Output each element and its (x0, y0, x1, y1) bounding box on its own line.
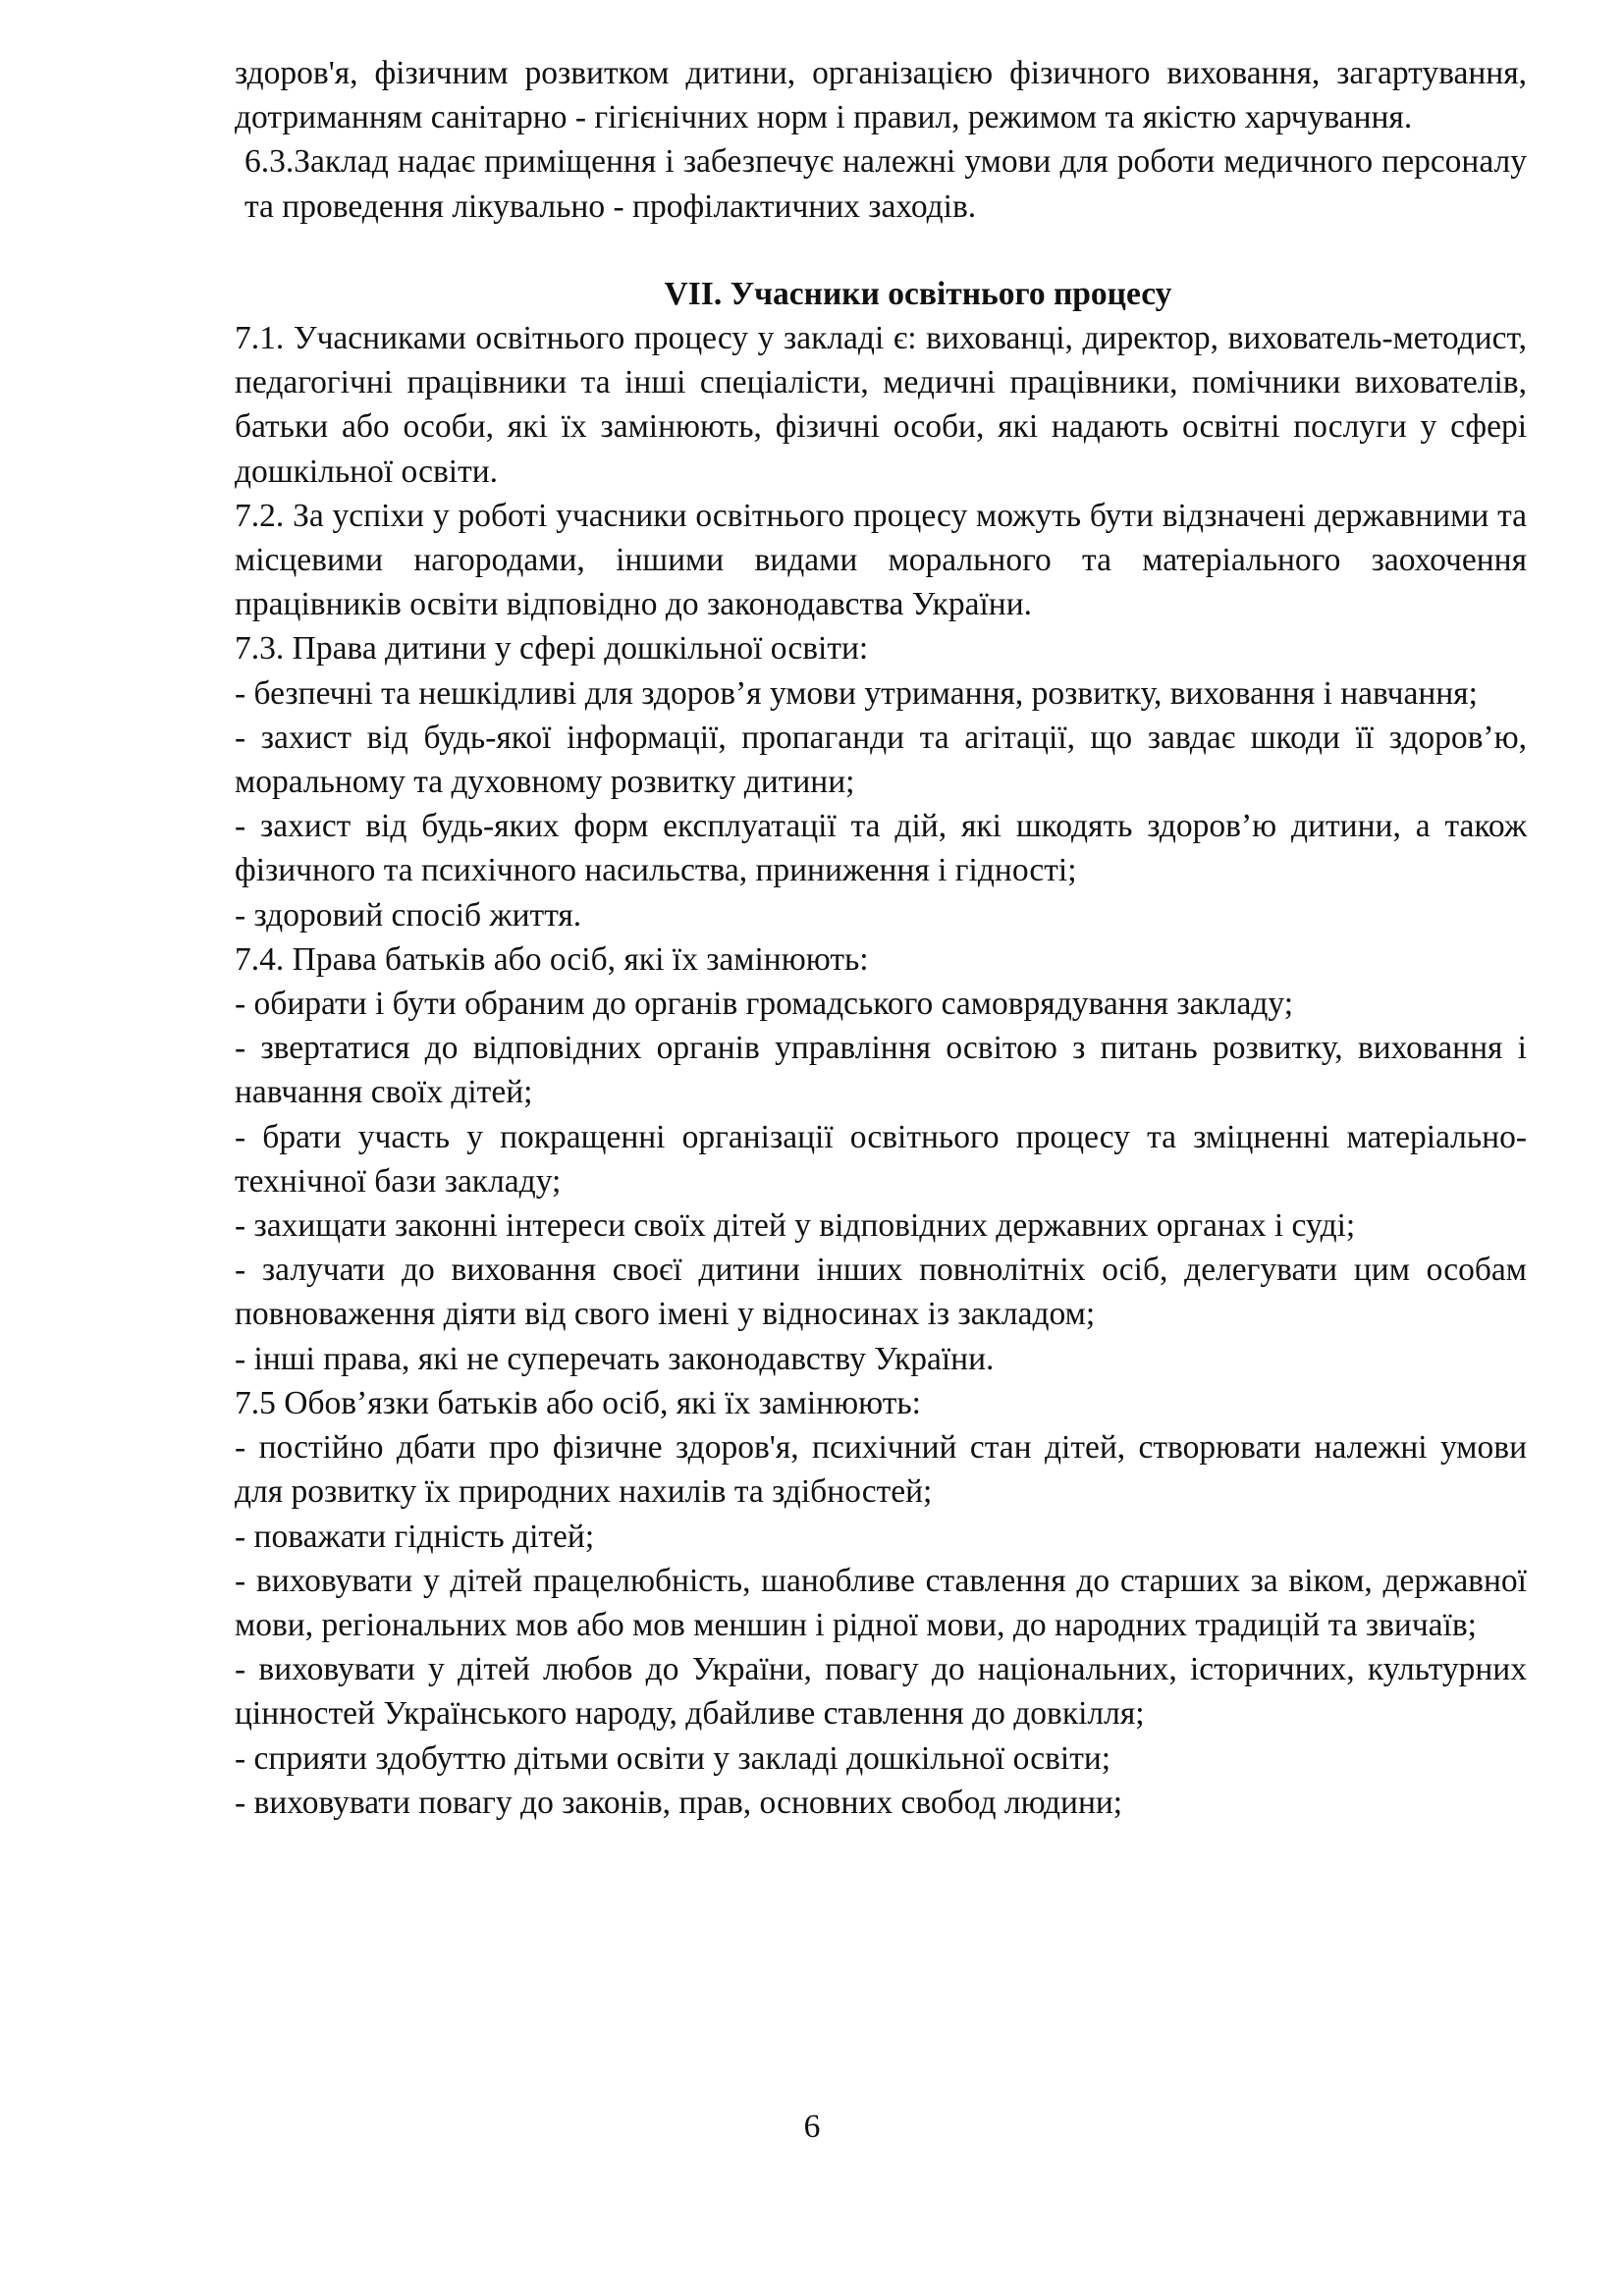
list-item: - виховувати повагу до законів, прав, основних свобод людини; (235, 1784, 1123, 1821)
list-item: - інші права, які не суперечать законодавству України. (235, 1340, 995, 1377)
list-item: - безпечні та нешкідливі для здоров’я умови утримання, розвитку, виховання і навчання; (235, 674, 1478, 712)
list-item: - сприяти здобуттю дітьми освіти у закладі дошкільної освіти; (235, 1739, 1111, 1777)
section-heading: VII. Учасники освітнього процесу (664, 275, 1172, 312)
list-item: - виховувати у дітей любов до України, повагу до національних, історичних, культурних цінностей Українського народу, дбайливе ставлення до довкілля; (235, 1651, 1527, 1733)
list-item: - здоровий спосіб життя. (235, 896, 582, 934)
list-item: - звертатися до відповідних органів управління освітою з питань розвитку, виховання і навчання своїх дітей; (235, 1030, 1527, 1111)
list-item: - захист від будь-якої інформації, пропаганди та агітації, що завдає шкоди її здоров’ю, моральному та духовному розвитку дитини; (235, 719, 1527, 801)
list-item: - захист від будь-яких форм експлуатації та дій, які шкодять здоров’ю дитини, а також фізичного та психічного насильства, приниження і гідності; (235, 808, 1527, 889)
page-number: 6 (803, 2109, 821, 2145)
paragraph-7-4: 7.4. Права батьків або осіб, які їх замінюють: (235, 940, 869, 978)
paragraph-7-5: 7.5 Обов’язки батьків або осіб, які їх замінюють: (235, 1384, 921, 1421)
list-item: - постійно дбати про фізичне здоров'я, психічний стан дітей, створювати належні умови для розвитку їх природних нахилів та здібностей; (235, 1429, 1527, 1511)
document-page (235, 51, 1527, 1825)
list-item: - виховувати у дітей працелюбність, шанобливе ставлення до старших за віком, державної мови, регіональних мов або мов меншин і рідної мови, до народних традицій та звичаїв; (235, 1562, 1527, 1643)
list-item: - захищати законні інтереси своїх дітей у відповідних державних органах і суді; (235, 1207, 1356, 1245)
list-item: - залучати до виховання своєї дитини інших повнолітніх осіб, делегувати цим особам повноваження діяти від свого імені у відносинах із закладом; (235, 1252, 1527, 1333)
paragraph-6-3: 6.3.Заклад надає приміщення і забезпечує належні умови для роботи медичного персоналу та проведення лікувально - профілактичних заходів. (244, 143, 1527, 225)
paragraph-7-2: 7.2. За успіхи у роботі учасники освітнього процесу можуть бути відзначені державними та місцевими нагородами, іншими видами морального та матеріального заохочення працівників освіти відповідно до законодавства України. (235, 497, 1527, 623)
paragraph-6-2-continuation: здоров'я, фізичним розвитком дитини, організацією фізичного виховання, загартування, дотриманням санітарно - гігієнічних норм і правил, режимом та якістю харчування. (235, 55, 1527, 136)
list-item: - брати участь у покращенні організації освітнього процесу та зміцненні матеріально-технічної бази закладу; (235, 1118, 1527, 1200)
paragraph-7-3: 7.3. Права дитини у сфері дошкільної освіти: (235, 630, 869, 667)
list-item: - поважати гідність дітей; (235, 1518, 595, 1555)
paragraph-7-1: 7.1. Учасниками освітнього процесу у закладі є: вихованці, директор, вихователь-методист, педагогічні працівники та інші спеціалісти, медичні працівники, помічники вихователів, батьки або особи, які їх замінюють, фізичні особи, які надають освітні послуги у сфері дошкільної освіти. (235, 320, 1527, 490)
list-item: - обирати і бути обраним до органів громадського самоврядування закладу; (235, 986, 1294, 1023)
